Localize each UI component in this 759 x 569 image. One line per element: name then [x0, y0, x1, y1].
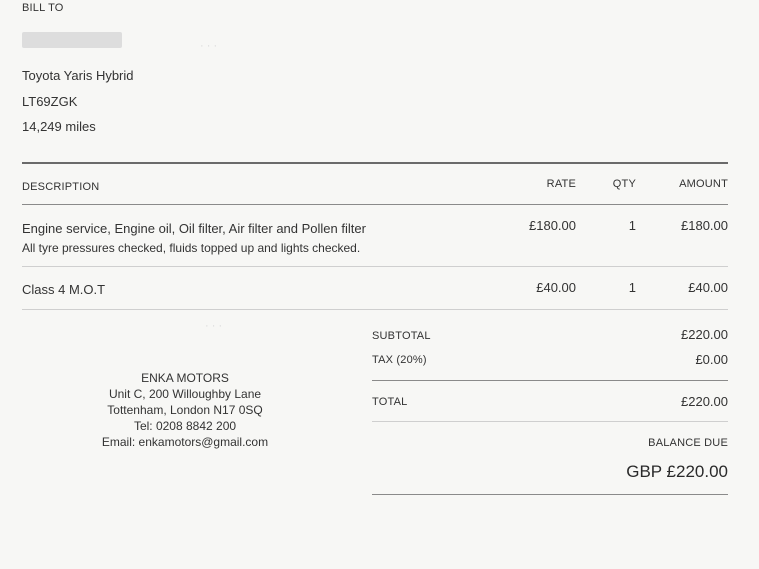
bleed-through-mark: · · ·: [205, 320, 223, 332]
balance-rule: [372, 494, 728, 495]
company-email: Email: enkamotors@gmail.com: [101, 435, 269, 449]
vehicle-mileage: 14,249 miles: [22, 119, 96, 134]
row2-divider: [22, 309, 728, 310]
balance-due-value: GBP £220.00: [626, 462, 728, 481]
total-label: TOTAL: [372, 396, 408, 408]
redacted-customer-name: [22, 32, 122, 48]
row1-rate: £180.00: [529, 218, 576, 233]
subtotal-label: SUBTOTAL: [372, 330, 431, 342]
vehicle-model: Toyota Yaris Hybrid: [22, 68, 134, 83]
row1-divider: [22, 266, 728, 267]
company-block: [80, 370, 290, 450]
col-amount-header: AMOUNT: [679, 178, 728, 190]
row2-rate: £40.00: [536, 280, 576, 295]
bill-to-heading: BILL TO: [22, 2, 64, 14]
tax-label: TAX (20%): [372, 354, 427, 366]
bleed-through-mark: · · ·: [200, 40, 218, 52]
vehicle-registration: LT69ZGK: [22, 94, 78, 109]
col-rate-header: RATE: [546, 178, 576, 190]
subtotal-value: £220.00: [681, 327, 728, 342]
row1-amount: £180.00: [681, 218, 728, 233]
company-name: ENKA MOTORS: [141, 371, 229, 385]
row1-note: All tyre pressures checked, fluids topped up and lights checked.: [22, 241, 361, 255]
row2-description: Class 4 M.O.T: [22, 282, 106, 297]
total-value: £220.00: [681, 394, 728, 409]
col-description-header: DESCRIPTION: [22, 181, 100, 193]
row1-qty: 1: [628, 218, 636, 233]
totals-rule: [372, 380, 728, 381]
company-address-line2: Tottenham, London N17 0SQ: [107, 403, 263, 417]
total-divider: [372, 421, 728, 422]
company-address-line1: Unit C, 200 Willoughby Lane: [108, 387, 262, 401]
tax-value: £0.00: [695, 352, 728, 367]
header-top-rule: [22, 162, 728, 164]
header-bottom-rule: [22, 204, 728, 205]
col-qty-header: QTY: [612, 178, 636, 190]
balance-due-label: BALANCE DUE: [648, 437, 728, 449]
row1-description: Engine service, Engine oil, Oil filter, Air filter and Pollen filter: [22, 221, 366, 236]
row2-qty: 1: [628, 280, 636, 295]
row2-amount: £40.00: [688, 280, 728, 295]
company-tel: Tel: 0208 8842 200: [133, 419, 237, 433]
